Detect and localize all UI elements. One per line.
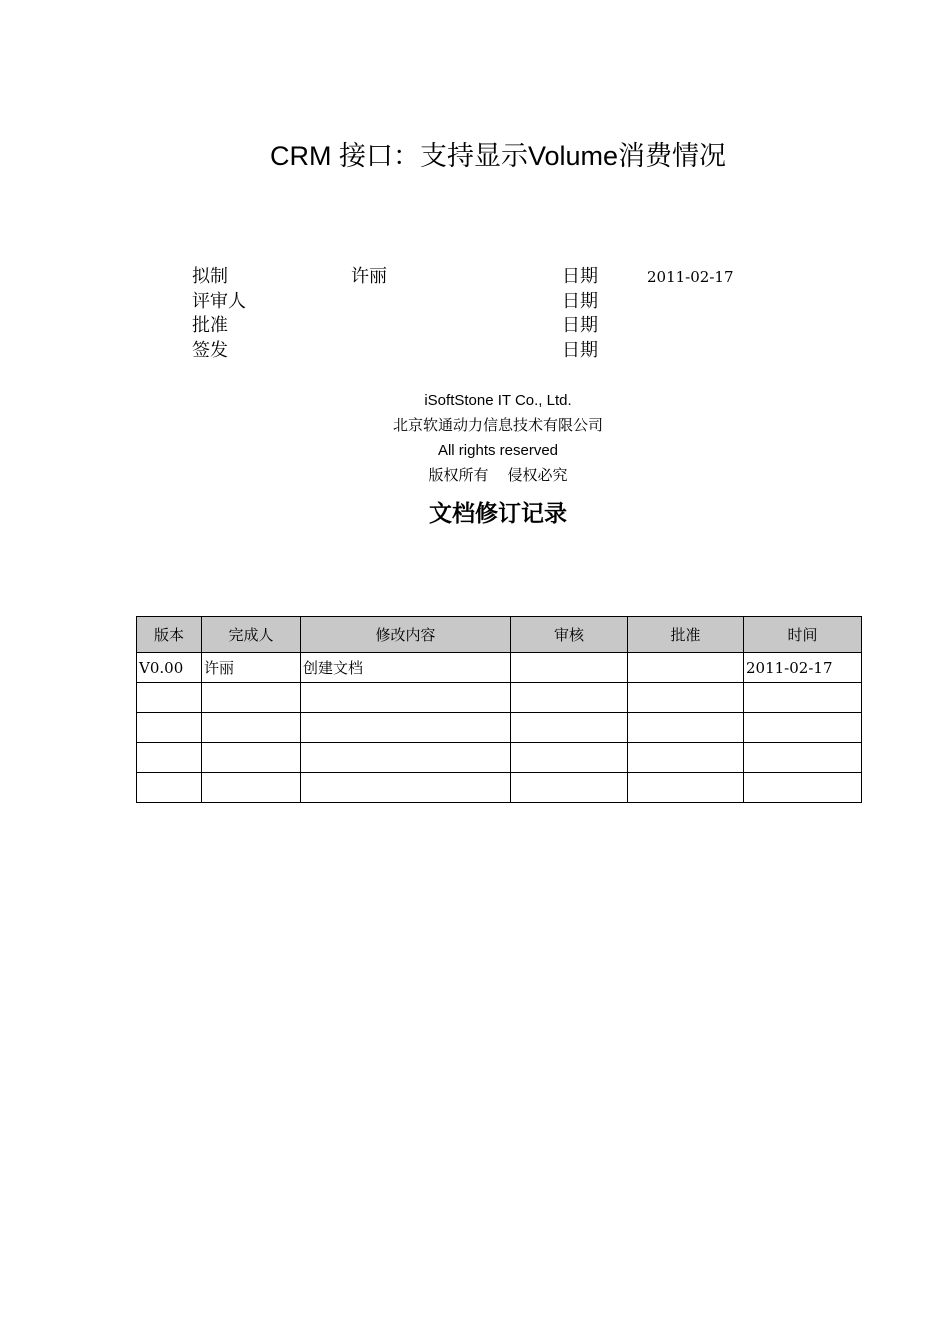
table-cell: V0.00 bbox=[137, 653, 202, 683]
approval-row-drafter bbox=[192, 265, 752, 290]
table-cell bbox=[628, 713, 744, 743]
table-cell: 创建文档 bbox=[301, 653, 511, 683]
approval-label: 签发 bbox=[192, 340, 228, 362]
document-title: CRM 接口：支持显示Volume消费情况 bbox=[269, 141, 727, 171]
column-header-version: 版本 bbox=[137, 617, 202, 653]
table-cell bbox=[301, 683, 511, 713]
table-cell bbox=[301, 713, 511, 743]
approval-label: 拟制 bbox=[192, 266, 228, 287]
table-row bbox=[137, 683, 862, 713]
approval-row-reviewer bbox=[192, 290, 752, 315]
table-cell bbox=[511, 773, 628, 803]
approval-label: 批准 bbox=[192, 315, 228, 337]
table-cell bbox=[511, 653, 628, 683]
table-cell bbox=[511, 713, 628, 743]
column-header-changes: 修改内容 bbox=[301, 617, 511, 653]
table-cell bbox=[202, 773, 301, 803]
revision-history-table bbox=[136, 616, 862, 803]
table-cell bbox=[628, 653, 744, 683]
table-row bbox=[137, 773, 862, 803]
table-cell bbox=[202, 743, 301, 773]
table-cell bbox=[744, 713, 862, 743]
approval-date-label: 日期 bbox=[562, 266, 598, 287]
rights-en: All rights reserved bbox=[437, 442, 559, 459]
revision-history-title: 文档修订记录 bbox=[429, 501, 567, 527]
approval-row-issuer bbox=[192, 339, 752, 364]
company-name-en: iSoftStone IT Co., Ltd. bbox=[424, 392, 572, 409]
column-header-review: 审核 bbox=[511, 617, 628, 653]
table-cell bbox=[628, 683, 744, 713]
approval-date-label: 日期 bbox=[562, 290, 598, 312]
table-cell: 许丽 bbox=[202, 653, 301, 683]
column-header-author: 完成人 bbox=[202, 617, 301, 653]
table-cell bbox=[301, 743, 511, 773]
table-cell bbox=[301, 773, 511, 803]
table-cell bbox=[744, 773, 862, 803]
table-cell bbox=[744, 683, 862, 713]
approval-person: 许丽 bbox=[351, 266, 387, 287]
approval-row-approver bbox=[192, 314, 752, 339]
table-cell bbox=[137, 683, 202, 713]
table-cell: 2011-02-17 bbox=[744, 653, 862, 683]
approval-date: 2011-02-17 bbox=[647, 268, 734, 286]
table-cell bbox=[202, 713, 301, 743]
column-header-time: 时间 bbox=[744, 617, 862, 653]
table-cell bbox=[628, 743, 744, 773]
table-cell bbox=[137, 743, 202, 773]
approval-info bbox=[192, 265, 752, 364]
table-cell bbox=[137, 773, 202, 803]
table-row bbox=[137, 653, 862, 683]
table-cell bbox=[137, 713, 202, 743]
company-name-cn: 北京软通动力信息技术有限公司 bbox=[392, 416, 603, 434]
table-row bbox=[137, 713, 862, 743]
table-cell bbox=[628, 773, 744, 803]
table-cell bbox=[202, 683, 301, 713]
approval-label: 评审人 bbox=[192, 290, 246, 312]
column-header-approve: 批准 bbox=[628, 617, 744, 653]
table-cell bbox=[744, 743, 862, 773]
table-header-row bbox=[137, 617, 862, 653]
table-cell bbox=[511, 683, 628, 713]
approval-date-label: 日期 bbox=[562, 340, 598, 362]
company-info bbox=[0, 388, 950, 488]
approval-date-label: 日期 bbox=[562, 315, 598, 337]
table-row bbox=[137, 743, 862, 773]
rights-cn: 版权所有 侵权必究 bbox=[428, 466, 568, 484]
table-cell bbox=[511, 743, 628, 773]
